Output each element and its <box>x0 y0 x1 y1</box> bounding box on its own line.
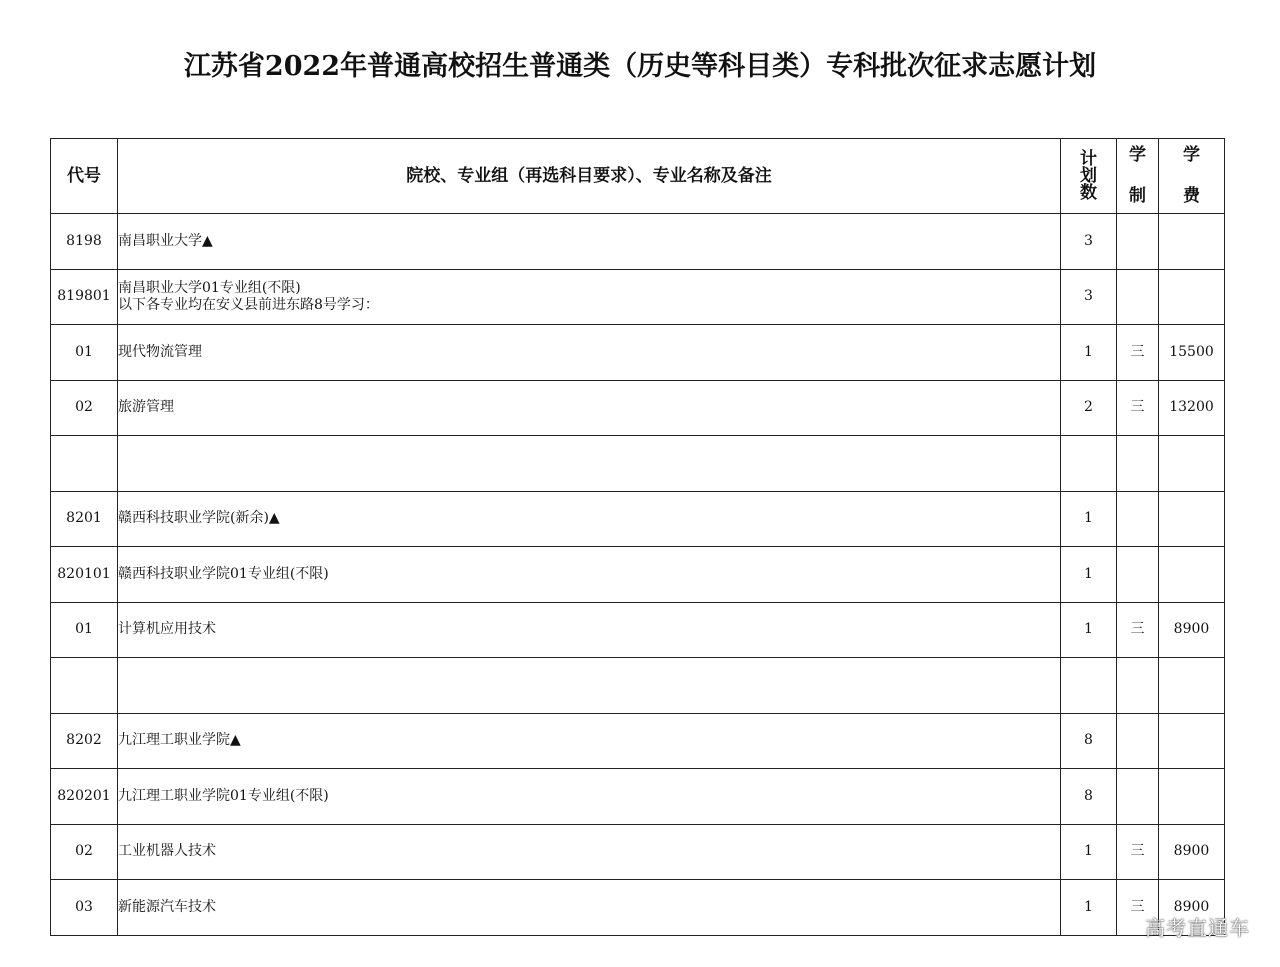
cell-fee <box>1159 547 1225 603</box>
cell-length <box>1117 658 1159 714</box>
cell-fee <box>1159 436 1225 492</box>
cell-fee: 15500 <box>1159 325 1225 381</box>
cell-code: 03 <box>51 880 118 936</box>
cell-name <box>118 380 1061 436</box>
cell-name-line: 九江理工职业学院01专业组(不限) <box>118 787 329 804</box>
cell-length: 三 <box>1117 380 1159 436</box>
cell-plan <box>1061 436 1117 492</box>
table-row <box>51 436 1225 492</box>
cell-fee <box>1159 214 1225 270</box>
table-header-row <box>51 139 1225 214</box>
table-row <box>51 380 1225 436</box>
header-fee-char-1: 学 <box>1183 145 1200 165</box>
cell-length <box>1117 547 1159 603</box>
cell-name-line: 计算机应用技术 <box>118 621 216 638</box>
cell-name <box>118 547 1061 603</box>
cell-name-line: 南昌职业大学01专业组(不限) <box>118 279 301 296</box>
header-length-char-1: 学 <box>1129 145 1146 165</box>
cell-length <box>1117 769 1159 825</box>
header-plan-char-1: 计 <box>1080 148 1097 169</box>
cell-code: 819801 <box>51 269 118 325</box>
header-name: 院校、专业组（再选科目要求）、专业名称及备注 <box>118 139 1061 214</box>
cell-name <box>118 824 1061 880</box>
cell-fee <box>1159 769 1225 825</box>
cell-length: 三 <box>1117 880 1159 936</box>
cell-code <box>51 436 118 492</box>
cell-plan <box>1061 658 1117 714</box>
cell-length <box>1117 214 1159 270</box>
cell-code: 820201 <box>51 769 118 825</box>
cell-length: 三 <box>1117 602 1159 658</box>
watermark: 高考直通车 <box>1145 916 1250 940</box>
cell-plan: 8 <box>1061 713 1117 769</box>
table-row <box>51 769 1225 825</box>
plan-table <box>50 138 1225 936</box>
cell-fee <box>1159 658 1225 714</box>
cell-length: 三 <box>1117 824 1159 880</box>
cell-name <box>118 880 1061 936</box>
cell-name-note: 以下各专业均在安义县前进东路8号学习： <box>118 296 379 313</box>
cell-code: 01 <box>51 325 118 381</box>
cell-name-line: 新能源汽车技术 <box>118 898 216 915</box>
cell-name <box>118 713 1061 769</box>
cell-name <box>118 325 1061 381</box>
header-plan-char-3: 数 <box>1080 182 1097 203</box>
cell-fee <box>1159 269 1225 325</box>
cell-plan: 1 <box>1061 824 1117 880</box>
header-code: 代号 <box>51 139 118 214</box>
cell-fee <box>1159 713 1225 769</box>
cell-plan: 2 <box>1061 380 1117 436</box>
header-length <box>1117 139 1159 214</box>
cell-fee: 8900 <box>1159 602 1225 658</box>
cell-code: 01 <box>51 602 118 658</box>
cell-name <box>118 214 1061 270</box>
cell-code: 820101 <box>51 547 118 603</box>
table-row <box>51 602 1225 658</box>
cell-plan: 8 <box>1061 769 1117 825</box>
cell-code: 8202 <box>51 713 118 769</box>
cell-name-line: 赣西科技职业学院01专业组(不限) <box>118 565 329 582</box>
cell-name-line: 南昌职业大学▲ <box>118 232 213 249</box>
cell-code <box>51 658 118 714</box>
table-row <box>51 824 1225 880</box>
cell-code: 8201 <box>51 491 118 547</box>
cell-name <box>118 269 1061 325</box>
cell-plan: 1 <box>1061 325 1117 381</box>
cell-name-line: 九江理工职业学院▲ <box>118 732 241 749</box>
cell-plan: 1 <box>1061 547 1117 603</box>
cell-length <box>1117 269 1159 325</box>
header-fee <box>1159 139 1225 214</box>
cell-name <box>118 602 1061 658</box>
header-plan-char-2: 划 <box>1080 165 1097 186</box>
table-row <box>51 269 1225 325</box>
cell-name-line: 旅游管理 <box>118 399 174 416</box>
table-row <box>51 214 1225 270</box>
cell-fee: 8900 <box>1159 880 1225 936</box>
cell-code: 8198 <box>51 214 118 270</box>
header-length-char-2: 制 <box>1129 186 1146 206</box>
cell-name-line: 现代物流管理 <box>118 343 202 360</box>
table-row <box>51 713 1225 769</box>
cell-name <box>118 436 1061 492</box>
cell-length <box>1117 491 1159 547</box>
header-fee-char-2: 费 <box>1183 186 1200 206</box>
cell-name <box>118 491 1061 547</box>
cell-length <box>1117 436 1159 492</box>
cell-fee <box>1159 491 1225 547</box>
cell-plan: 3 <box>1061 269 1117 325</box>
cell-fee: 13200 <box>1159 380 1225 436</box>
cell-name <box>118 769 1061 825</box>
table-row <box>51 547 1225 603</box>
cell-plan: 1 <box>1061 602 1117 658</box>
cell-code: 02 <box>51 824 118 880</box>
cell-plan: 1 <box>1061 880 1117 936</box>
cell-name-line: 工业机器人技术 <box>118 843 216 860</box>
header-plan <box>1061 139 1117 214</box>
page-title: 江苏省2022年普通高校招生普通类（历史等科目类）专科批次征求志愿计划 <box>183 51 1097 82</box>
cell-plan: 1 <box>1061 491 1117 547</box>
cell-code: 02 <box>51 380 118 436</box>
cell-name-line: 赣西科技职业学院(新余)▲ <box>118 510 280 527</box>
cell-name <box>118 658 1061 714</box>
table-row <box>51 491 1225 547</box>
table-row <box>51 325 1225 381</box>
cell-length <box>1117 713 1159 769</box>
table-row <box>51 658 1225 714</box>
table-body <box>51 214 1225 936</box>
cell-fee: 8900 <box>1159 824 1225 880</box>
table-row <box>51 880 1225 936</box>
cell-plan: 3 <box>1061 214 1117 270</box>
cell-length: 三 <box>1117 325 1159 381</box>
